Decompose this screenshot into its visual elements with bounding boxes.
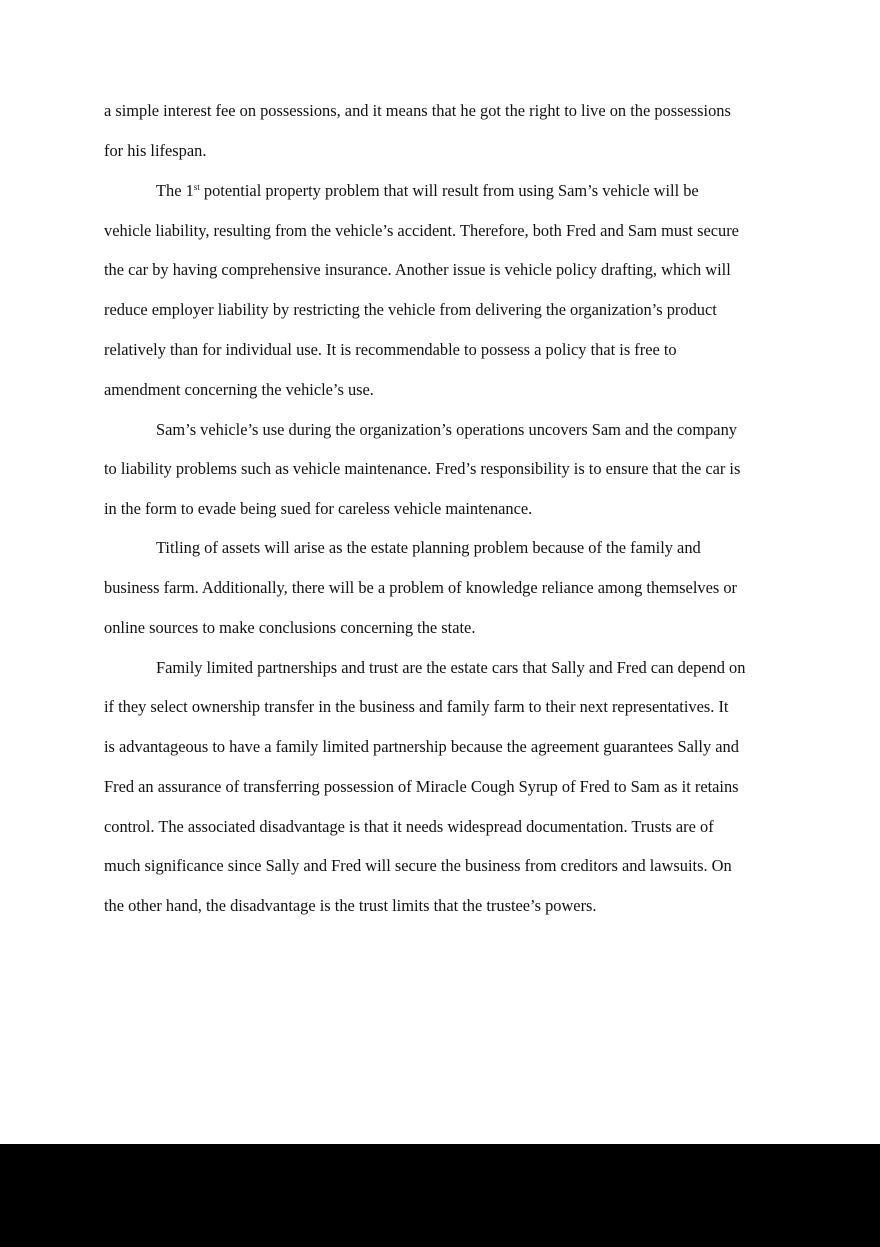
text-line: Titling of assets will arise as the estate planning problem because of the family and (156, 538, 701, 557)
text-line: relatively than for individual use. It is recommendable to possess a policy that is free to (104, 340, 677, 359)
page-bottom-margin-band (0, 1144, 880, 1247)
text-line: a simple interest fee on possessions, and it means that he got the right to live on the possessions (104, 101, 731, 120)
text-line: to liability problems such as vehicle maintenance. Fred’s responsibility is to ensure that the car is (104, 459, 741, 478)
text-line: is advantageous to have a family limited partnership because the agreement guarantees Sally and (104, 737, 739, 756)
text-line: the car by having comprehensive insurance. Another issue is vehicle policy drafting, which will (104, 260, 731, 279)
text-line: reduce employer liability by restricting the vehicle from delivering the organization’s product (104, 300, 717, 319)
text-line: amendment concerning the vehicle’s use. (104, 380, 374, 399)
text-line: much significance since Sally and Fred will secure the business from creditors and lawsuits. On (104, 856, 732, 875)
text-line: vehicle liability, resulting from the vehicle’s accident. Therefore, both Fred and Sam must secure (104, 221, 739, 240)
text-line: Fred an assurance of transferring possession of Miracle Cough Syrup of Fred to Sam as it retains (104, 777, 739, 796)
text-line: if they select ownership transfer in the business and family farm to their next representatives. It (104, 697, 729, 716)
text-line: in the form to evade being sued for careless vehicle maintenance. (104, 499, 533, 518)
text-line: for his lifespan. (104, 141, 207, 160)
text-fragment: potential property problem that will result from using Sam’s vehicle will be (199, 181, 699, 200)
text-line: business farm. Additionally, there will be a problem of knowledge reliance among themselves or (104, 578, 737, 597)
text-line: the other hand, the disadvantage is the trust limits that the trustee’s powers. (104, 896, 597, 915)
text-line (156, 181, 699, 201)
text-fragment: The 1 (156, 181, 194, 200)
text-line: control. The associated disadvantage is that it needs widespread documentation. Trusts are of (104, 817, 714, 836)
text-line: online sources to make conclusions concerning the state. (104, 618, 476, 637)
text-line: Sam’s vehicle’s use during the organization’s operations uncovers Sam and the company (156, 420, 737, 439)
ordinal-superscript: st (193, 182, 200, 192)
text-line: Family limited partnerships and trust are the estate cars that Sally and Fred can depend on (156, 658, 746, 677)
